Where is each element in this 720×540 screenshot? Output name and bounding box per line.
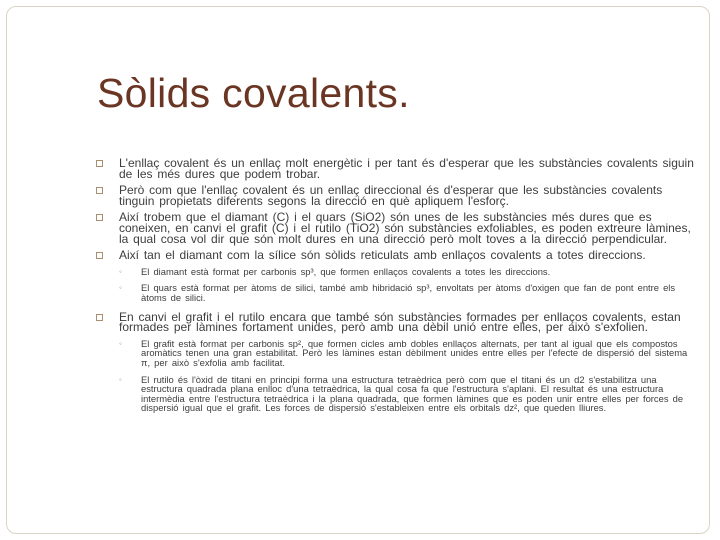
small-circle-icon: ◦ — [119, 374, 122, 384]
bullet-text: Així tan el diamant com la sílice són sòlids reticulats amb enllaços covalents a totes direccions. — [119, 248, 646, 263]
hollow-square-icon — [96, 252, 103, 259]
slide-title: Sòlids covalents. — [97, 70, 410, 116]
sub-bullet-text: El rutilo és l'òxid de titani en principi forma una estructura tetraèdrica però com que el titani és un d2 s'estabilitza una estructura quadrada plana enlloc d'una tetraèdrica, la qual cosa fa que l'estructura s'aplani. El resultat és una estructura intermèdia entre l'estructura tetraèdrica i la plana quadrada, que formen làmines que es poden unir entre elles per forces de dispersió igual que el grafit. Les forces de dispersió s'estableixen entre els orbitals dz², que queden lliures. — [141, 373, 684, 414]
small-circle-icon: ◦ — [119, 266, 122, 276]
bullet-item — [119, 309, 695, 414]
sub-bullet-item — [119, 265, 695, 277]
sub-bullet-item — [119, 282, 695, 303]
sub-bullet-text: El grafit està format per carbonis sp², que formen cicles amb dobles enllaços alternats, per tant al igual que els compostos aromàtics tenen una gran estabilitat. Però les làmines estan dèbilment unides entre elles per l'efecte de dispersió del sistema π, per això s'exfolia amb facilitat. — [141, 337, 688, 368]
hollow-square-icon — [96, 314, 103, 321]
small-circle-icon: ◦ — [119, 338, 122, 348]
sub-bullet-text: El diamant està format per carbonis sp³, que formen enllaços covalents a totes les direccions. — [141, 265, 551, 277]
bullet-item — [119, 185, 695, 206]
hollow-square-icon — [96, 187, 103, 194]
sub-bullet-item — [119, 373, 695, 414]
sub-bullet-text: El quars està format per àtoms de silici, també amb hibridació sp³, envoltats per àtoms d'oxigen que fan de pont entre els àtoms de silici. — [141, 282, 676, 303]
bullet-item — [119, 212, 695, 244]
bullet-list — [119, 158, 695, 413]
bullet-item — [119, 250, 695, 302]
small-circle-icon: ◦ — [119, 283, 122, 293]
sub-bullet-item — [119, 337, 695, 368]
bullet-text: L'enllaç covalent és un enllaç molt energètic i per tant és d'esperar que les substàncies covalents siguin de les més dures que podem trobar. — [119, 156, 694, 181]
bullet-text: Així trobem que el diamant (C) i el quars (SiO2) són unes de les substàncies més dures que es coneixen, en canvi el grafit (C) i el rutilo (TiO2) són substàncies exfoliables, es poden extreure làmines, la qual cosa vol dir que són molt dures en una direcció però molt toves a la direcció perpendicular. — [119, 210, 691, 246]
bullet-item — [119, 158, 695, 179]
hollow-square-icon — [96, 214, 103, 221]
hollow-square-icon — [96, 160, 103, 167]
sub-bullet-list — [119, 267, 695, 303]
bullet-text: En canvi el grafit i el rutilo encara que també són substàncies formades per enllaços covalents, estan formades per làmines fortament unides, però amb una dèbil unió entre elles, per això s'exfolien. — [119, 309, 681, 335]
bullet-text: Però com que l'enllaç covalent és un enllaç direccional és d'esperar que les substàncies covalents tinguin propietats diferents segons la direcció en què apliquem l'esforç. — [119, 183, 663, 208]
sub-bullet-list — [119, 339, 695, 413]
